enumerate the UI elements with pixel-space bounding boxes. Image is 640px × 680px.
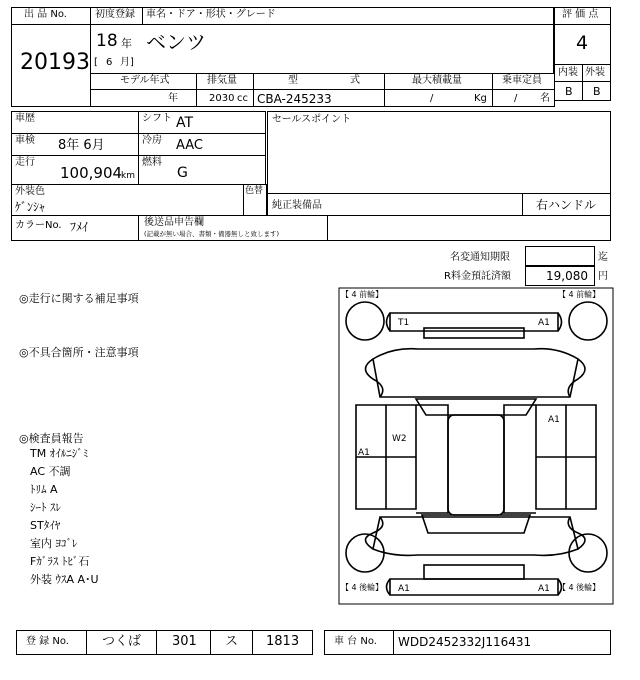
inspector-item: 室内 ﾖｺﾞﾚ xyxy=(30,537,78,550)
lot-no-label: 出 品 No. xyxy=(24,9,67,20)
score-label: 評 価 点 xyxy=(562,9,599,20)
reg-class: 301 xyxy=(172,634,197,649)
model-year-label: モデル年式 xyxy=(120,75,170,86)
color-no-label: カラーNo. xyxy=(15,220,62,231)
aftermarket-note: (記載が無い場合、書類・備器無しと致します) xyxy=(144,230,280,238)
history-label: 車歴 xyxy=(15,113,35,124)
displacement-label: 排気量 xyxy=(207,75,237,86)
reg-no-label: 登 録 No. xyxy=(26,636,69,647)
fuel-value: G xyxy=(177,165,188,181)
divider xyxy=(210,630,211,655)
reg-area: つくば xyxy=(102,634,142,649)
tire-label-front-left: 【 4 前輪】 xyxy=(341,290,384,299)
capacity-unit: 名 xyxy=(540,93,550,104)
model-label-2: 式 xyxy=(350,75,360,86)
divider xyxy=(252,630,253,655)
car-damage-diagram xyxy=(338,287,614,605)
first-reg-month: 6 xyxy=(106,57,113,68)
inspector-item: STﾀｲﾔ xyxy=(30,519,61,532)
recycle-value: 19,080 xyxy=(546,269,588,283)
divider xyxy=(11,24,91,25)
year-unit: 年 xyxy=(121,37,132,50)
month-bracket-close: 月] xyxy=(120,57,134,68)
shift-value: AT xyxy=(176,115,194,131)
hood xyxy=(373,349,578,397)
divider xyxy=(554,24,611,25)
month-bracket-open: [ xyxy=(94,57,98,68)
inspector-item: ﾄﾘﾑ A xyxy=(30,483,58,496)
score-value: 4 xyxy=(576,32,589,54)
rear-bumper xyxy=(387,579,562,595)
name-change-label: 名変通知期限 xyxy=(450,252,510,263)
model-code: CBA-245233 xyxy=(257,92,332,106)
car-name: ベンツ xyxy=(146,30,206,54)
recycle-label: R料金預託済額 xyxy=(444,271,511,282)
fuel-label: 燃料 xyxy=(142,157,162,168)
tire-label-rear-left: 【 4 後輪】 xyxy=(341,583,384,592)
first-reg-label: 初度登録 xyxy=(95,9,135,20)
name-change-value-box xyxy=(525,246,595,266)
interior-grade: B xyxy=(565,85,573,98)
color-no-value: ﾌﾒｲ xyxy=(70,220,89,234)
roof xyxy=(448,415,504,515)
handle-value: 右ハンドル xyxy=(536,198,597,212)
windshield xyxy=(416,399,536,415)
divider xyxy=(393,630,394,655)
divider xyxy=(156,630,157,655)
damage-mark-right-side: A1 xyxy=(548,415,560,425)
mileage-label: 走行 xyxy=(15,157,35,168)
model-label-1: 型 xyxy=(288,75,298,86)
interior-label: 内装 xyxy=(558,67,578,78)
rear-plate xyxy=(424,565,524,579)
divider xyxy=(582,64,583,101)
tire-front-left xyxy=(346,302,384,340)
ac-value: AAC xyxy=(176,138,203,153)
mileage-unit: km xyxy=(121,171,135,181)
capacity-slash: / xyxy=(514,93,518,104)
mileage-value: 100,904 xyxy=(60,164,123,182)
color-change-label: 色替 xyxy=(245,186,264,196)
exterior-label: 外装 xyxy=(585,67,605,78)
sales-points-label: セールスポイント xyxy=(272,114,352,125)
displacement-value: 2030 xyxy=(209,93,235,104)
aftermarket-label: 後送品申告欄 xyxy=(144,217,204,228)
divider xyxy=(384,73,385,107)
damage-mark-rear-bumper: A1 xyxy=(398,584,410,594)
max-load-unit: Kg xyxy=(474,93,487,104)
right-center-panel xyxy=(504,405,536,513)
tire-front-right xyxy=(569,302,607,340)
extra-box xyxy=(327,215,611,241)
shift-label: シフト xyxy=(142,113,172,124)
displacement-unit: cc xyxy=(237,93,248,104)
lot-no: 20193 xyxy=(20,50,90,75)
divider xyxy=(196,73,197,107)
divider xyxy=(522,193,523,216)
first-reg-year: 18 xyxy=(96,31,118,51)
chassis-label: 車 台 No. xyxy=(334,636,377,647)
trunk xyxy=(373,517,578,555)
inspector-item: AC 不調 xyxy=(30,465,71,478)
damage-mark-rear-bumper-right: A1 xyxy=(538,584,550,594)
damage-mark-front-bumper-left: T1 xyxy=(398,318,410,328)
genuine-equipment-label: 純正装備品 xyxy=(272,200,322,211)
recycle-unit: 円 xyxy=(598,271,608,282)
divider xyxy=(492,73,493,107)
damage-mark-left-door: W2 xyxy=(392,434,407,444)
capacity-label: 乗車定員 xyxy=(502,75,542,86)
left-center-panel xyxy=(416,405,448,513)
tire-label-rear-right: 【 4 後輪】 xyxy=(558,583,601,592)
inspector-label: ◎検査員報告 xyxy=(19,432,84,445)
front-plate xyxy=(424,328,524,338)
tire-label-front-right: 【 4 前輪】 xyxy=(558,290,601,299)
inspector-item: 外装 ｳｽA A･U xyxy=(30,573,99,586)
ext-color-label: 外装色 xyxy=(15,186,45,197)
reg-number: 1813 xyxy=(266,634,300,649)
model-year-unit: 年 xyxy=(168,93,178,104)
damage-mark-front-bumper-right: A1 xyxy=(538,318,550,328)
chassis-no: WDD2452332J116431 xyxy=(398,635,532,649)
driving-notes-label: ◎走行に関する補足事項 xyxy=(19,292,139,305)
inspection-value: 8年 6月 xyxy=(58,138,105,153)
name-change-unit: 迄 xyxy=(598,252,608,263)
ext-color-box xyxy=(11,184,244,216)
diagram-frame xyxy=(339,288,613,604)
divider xyxy=(142,7,143,24)
damage-mark-left-side: A1 xyxy=(358,448,370,458)
inspector-item: ｼｰﾄ ｽﾚ xyxy=(30,501,61,514)
ext-color-value: ｹﾞﾝｼｬ xyxy=(15,200,46,214)
divider xyxy=(253,73,254,107)
right-side xyxy=(536,405,596,509)
inspector-item: Fｶﾞﾗｽ ﾄﾋﾞ石 xyxy=(30,555,90,568)
divider xyxy=(90,24,554,25)
max-load-slash: / xyxy=(430,93,434,104)
inspector-item: TM ｵｲﾙﾆｼﾞﾐ xyxy=(30,447,89,460)
tire-rear-right xyxy=(569,534,607,572)
defects-label: ◎不具合箇所・注意事項 xyxy=(19,346,139,359)
inspection-label: 車検 xyxy=(15,135,35,146)
ac-label: 冷房 xyxy=(142,135,162,146)
car-name-label: 車名・ドア・形状・グレード xyxy=(146,9,276,20)
divider xyxy=(86,630,87,655)
max-load-label: 最大積載量 xyxy=(412,75,462,86)
exterior-grade: B xyxy=(593,85,601,98)
reg-kana: ス xyxy=(225,634,239,649)
divider xyxy=(90,89,555,90)
